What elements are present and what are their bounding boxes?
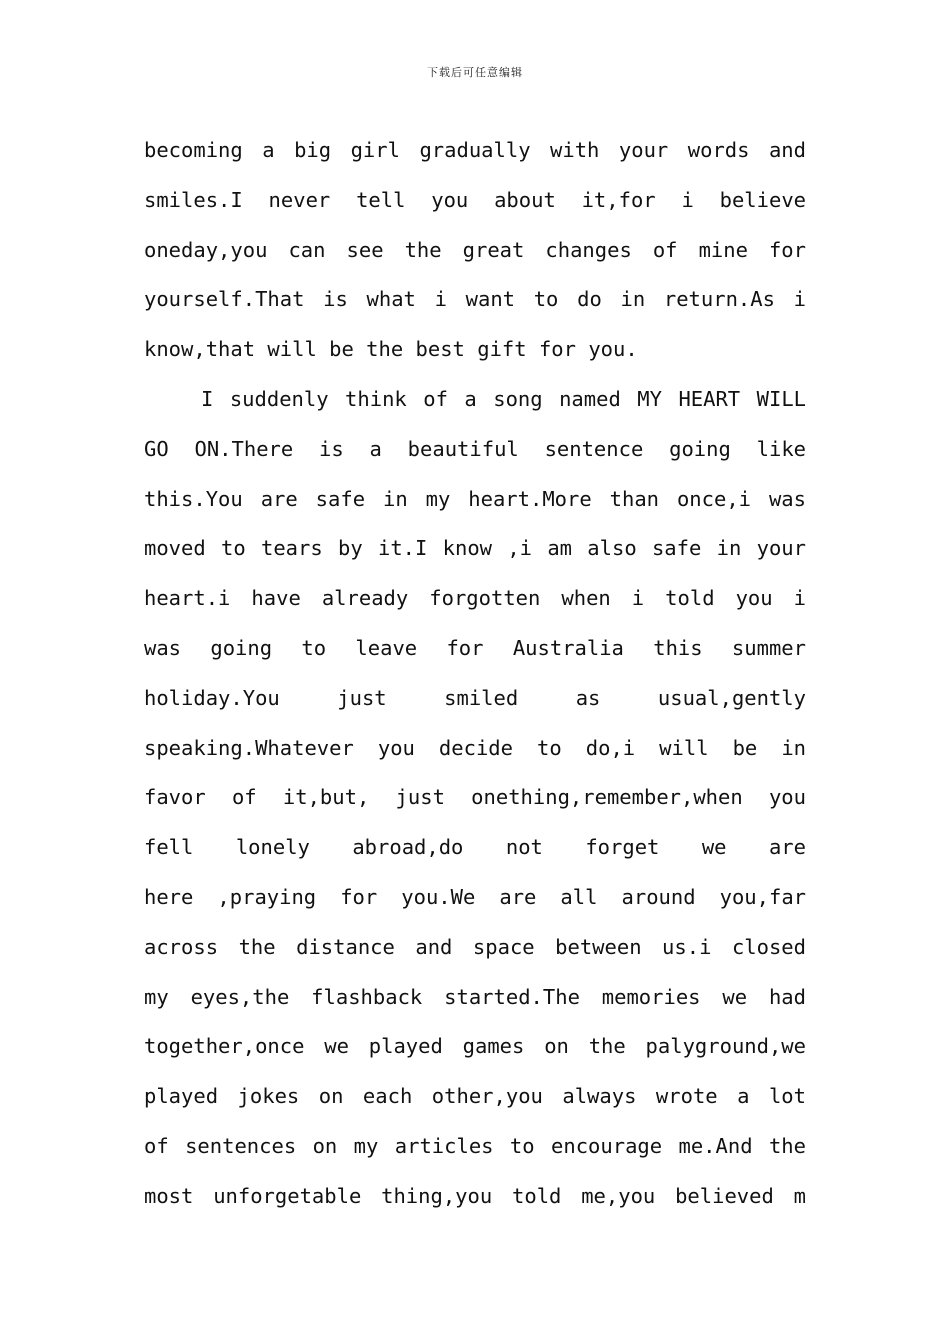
text-line: know,that will be the best gift for you. xyxy=(144,337,638,362)
paragraph-first-line: I suddenly think of a song named MY HEART WILL xyxy=(201,386,806,411)
text-line: GO ON.There is a beautiful sentence going like xyxy=(144,436,806,461)
text-line: across the distance and space between us.i closed xyxy=(144,934,806,959)
text-line: was going to leave for Australia this summer xyxy=(144,635,806,660)
text-line: this.You are safe in my heart.More than once,i was xyxy=(144,486,806,511)
text-line: oneday,you can see the great changes of mine for xyxy=(144,237,806,262)
text-line: becoming a big girl gradually with your words and xyxy=(144,138,806,162)
text-line: most unforgetable thing,you told me,you believed m xyxy=(144,1183,806,1208)
text-line: holiday.You just smiled as usual,gently xyxy=(144,685,806,710)
page-header: 下载后可任意编辑 xyxy=(427,66,523,79)
text-line: smiles.I never tell you about it,for i believe xyxy=(144,187,806,212)
text-line: favor of it,but, just onething,remember,when you xyxy=(144,785,806,810)
text-line: moved to tears by it.I know ,i am also safe in your xyxy=(144,536,806,561)
body-text xyxy=(144,126,806,1222)
text-line: of sentences on my articles to encourage me.And the xyxy=(144,1133,806,1158)
text-line: here ,praying for you.We are all around you,far xyxy=(144,884,806,909)
text-line: heart.i have already forgotten when i told you i xyxy=(144,586,806,611)
text-line: my eyes,the flashback started.The memories we had xyxy=(144,984,806,1009)
text-line: speaking.Whatever you decide to do,i will be in xyxy=(144,735,806,760)
text-line: played jokes on each other,you always wrote a lot xyxy=(144,1084,806,1109)
text-line: fell lonely abroad,do not forget we are xyxy=(144,835,806,860)
text-line: together,once we played games on the palyground,we xyxy=(144,1034,806,1059)
text-line: yourself.That is what i want to do in return.As i xyxy=(144,287,806,312)
